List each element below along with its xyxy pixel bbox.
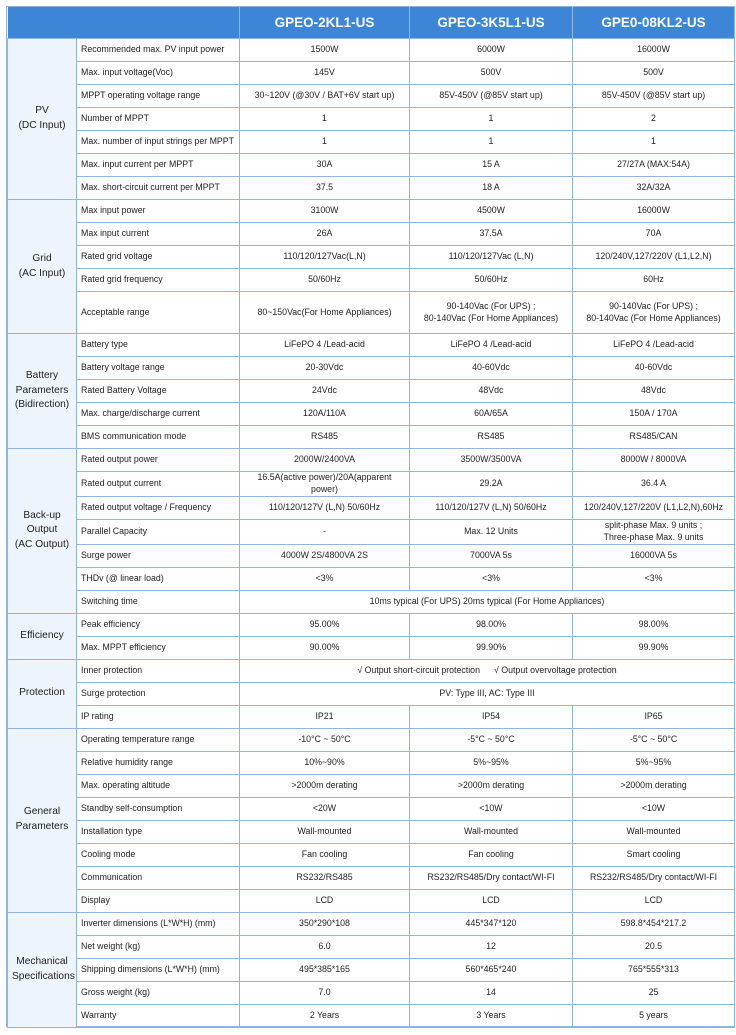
spec-value: 60Hz [573, 269, 735, 292]
spec-value: 6000W [410, 39, 573, 62]
spec-row [8, 334, 735, 357]
parameter-name: Inverter dimensions (L*W*H) (mm) [77, 912, 240, 935]
spec-value: 145V [240, 62, 410, 85]
spec-value: 500V [573, 62, 735, 85]
section-label-line: Back-up [23, 509, 61, 521]
spec-value: 2000W/2400VA [240, 449, 410, 472]
spec-row [8, 728, 735, 751]
spec-value [573, 519, 735, 544]
spec-row [8, 544, 735, 567]
spec-value: Fan cooling [240, 843, 410, 866]
parameter-name: Parallel Capacity [77, 519, 240, 544]
spec-value: 85V-450V (@85V start up) [573, 85, 735, 108]
spec-value: LCD [240, 889, 410, 912]
spec-row [8, 223, 735, 246]
spec-value: 16000W [573, 39, 735, 62]
spec-value: LiFePO 4 /Lead-acid [240, 334, 410, 357]
spec-value: 1 [240, 108, 410, 131]
spec-value: RS232/RS485 [240, 866, 410, 889]
parameter-name: Max input current [77, 223, 240, 246]
parameter-name: Acceptable range [77, 292, 240, 334]
spec-value: Wall-mounted [240, 820, 410, 843]
spec-value: 598.8*454*217.2 [573, 912, 735, 935]
spec-value: 5%~95% [573, 751, 735, 774]
model-header: GPEO-3K5L1-US [410, 7, 573, 39]
parameter-name: Gross weight (kg) [77, 981, 240, 1004]
spec-value-merged: 10ms typical (For UPS) 20ms typical (For Home Appliances) [240, 590, 735, 613]
spec-value-merged [240, 659, 735, 682]
spec-value: 50/60Hz [240, 269, 410, 292]
spec-value: 1 [410, 108, 573, 131]
spec-value: 48Vdc [573, 380, 735, 403]
parameter-name: Rated output power [77, 449, 240, 472]
parameter-name: Installation type [77, 820, 240, 843]
spec-row [8, 958, 735, 981]
spec-value: >2000m derating [410, 774, 573, 797]
spec-value: 120A/110A [240, 403, 410, 426]
parameter-name: Peak efficiency [77, 613, 240, 636]
spec-value: Wall-mounted [410, 820, 573, 843]
spec-value: 99.90% [410, 636, 573, 659]
parameter-name: Rated Battery Voltage [77, 380, 240, 403]
spec-value: 2 [573, 108, 735, 131]
protection-item: √ Output overvoltage protection [493, 664, 617, 675]
spec-value: 3 Years [410, 1004, 573, 1027]
section-label-line: Specifications [12, 970, 75, 982]
spec-row [8, 292, 735, 334]
spec-value: 24Vdc [240, 380, 410, 403]
spec-value: 3500W/3500VA [410, 449, 573, 472]
parameter-name: Surge protection [77, 682, 240, 705]
spec-value: - [240, 519, 410, 544]
spec-value: <20W [240, 797, 410, 820]
spec-row [8, 567, 735, 590]
parameter-name: Cooling mode [77, 843, 240, 866]
spec-table [7, 7, 735, 1028]
spec-value: 1 [410, 131, 573, 154]
parameter-name: Rated output voltage / Frequency [77, 496, 240, 519]
spec-value [410, 292, 573, 334]
spec-row [8, 843, 735, 866]
spec-value: RS232/RS485/Dry contact/WI-FI [410, 866, 573, 889]
spec-row [8, 820, 735, 843]
spec-value: 445*347*120 [410, 912, 573, 935]
spec-value: 37.5A [410, 223, 573, 246]
spec-value: 90.00% [240, 636, 410, 659]
section-label-line: Mechanical [16, 955, 68, 967]
spec-value: >2000m derating [573, 774, 735, 797]
spec-value: 80~150Vac(For Home Appliances) [240, 292, 410, 334]
parameter-name: Shipping dimensions (L*W*H) (mm) [77, 958, 240, 981]
spec-row [8, 380, 735, 403]
spec-value: 4500W [410, 200, 573, 223]
parameter-name: Display [77, 889, 240, 912]
spec-sheet [6, 6, 735, 1027]
cell-line: 80-140Vac (For Home Appliances) [423, 312, 559, 323]
spec-value: 40-60Vdc [410, 357, 573, 380]
parameter-name: Max. number of input strings per MPPT [77, 131, 240, 154]
spec-row [8, 108, 735, 131]
spec-value: 48Vdc [410, 380, 573, 403]
spec-value: LiFePO 4 /Lead-acid [410, 334, 573, 357]
spec-row [8, 496, 735, 519]
parameter-name: Rated grid voltage [77, 246, 240, 269]
spec-value: 7.0 [240, 981, 410, 1004]
spec-row [8, 682, 735, 705]
parameter-name: MPPT operating voltage range [77, 85, 240, 108]
section-label-line: (AC Input) [18, 267, 66, 279]
spec-row [8, 866, 735, 889]
spec-value: 27/27A (MAX:54A) [573, 154, 735, 177]
parameter-name: Operating temperature range [77, 728, 240, 751]
section-label-line: Battery [25, 369, 59, 381]
spec-value: <10W [573, 797, 735, 820]
parameter-name: Max. charge/discharge current [77, 403, 240, 426]
spec-value: 14 [410, 981, 573, 1004]
spec-value: 16000VA 5s [573, 544, 735, 567]
parameter-name: Battery type [77, 334, 240, 357]
spec-value: 120/240V,127/220V (L1,L2,N) [573, 246, 735, 269]
spec-value: -5°C ~ 50°C [410, 728, 573, 751]
spec-value: 495*385*165 [240, 958, 410, 981]
parameter-name: Max. MPPT efficiency [77, 636, 240, 659]
spec-value: 25 [573, 981, 735, 1004]
spec-value: 18 A [410, 177, 573, 200]
spec-value: 6.0 [240, 935, 410, 958]
cell-line: 90-140Vac (For UPS) ; [609, 300, 698, 311]
spec-row [8, 613, 735, 636]
spec-value: 40-60Vdc [573, 357, 735, 380]
spec-row [8, 519, 735, 544]
spec-row [8, 403, 735, 426]
spec-value: Max. 12 Units [410, 519, 573, 544]
spec-row [8, 154, 735, 177]
spec-row [8, 774, 735, 797]
spec-value: -10°C ~ 50°C [240, 728, 410, 751]
section-label-line: PV [35, 105, 49, 117]
spec-value: 5%~95% [410, 751, 573, 774]
spec-row [8, 85, 735, 108]
protection-item: √ Output short-circuit protection [357, 664, 480, 675]
spec-row [8, 636, 735, 659]
spec-value: 1 [240, 131, 410, 154]
section-label-line: Output [26, 524, 58, 536]
spec-value: Wall-mounted [573, 820, 735, 843]
spec-row [8, 472, 735, 497]
parameter-name: Surge power [77, 544, 240, 567]
section-label [8, 912, 77, 1027]
spec-value: LiFePO 4 /Lead-acid [573, 334, 735, 357]
parameter-name: IP rating [77, 705, 240, 728]
spec-value: 8000W / 8000VA [573, 449, 735, 472]
cell-line: 90-140Vac (For UPS) ; [446, 300, 536, 311]
parameter-name: Recommended max. PV input power [77, 39, 240, 62]
section-label-line: General [23, 806, 61, 818]
spec-value: 15 A [410, 154, 573, 177]
section-label [8, 39, 77, 200]
parameter-name: Rated output current [77, 472, 240, 497]
spec-value: 1500W [240, 39, 410, 62]
spec-value: 30A [240, 154, 410, 177]
spec-value: 110/120/127V (L,N) 50/60Hz [410, 496, 573, 519]
header-row [8, 7, 735, 39]
section-label-line: (DC Input) [18, 120, 66, 131]
spec-row [8, 1004, 735, 1027]
spec-value: RS485/CAN [573, 426, 735, 449]
spec-value: 16000W [573, 200, 735, 223]
parameter-name: Net weight (kg) [77, 935, 240, 958]
section-label-line: (Bidirection) [14, 399, 70, 411]
spec-value: 16.5A(active power)/20A(apparent power) [240, 472, 410, 497]
section-label [8, 613, 77, 659]
spec-value: 5 years [573, 1004, 735, 1027]
spec-value: 99.90% [573, 636, 735, 659]
spec-value [573, 292, 735, 334]
spec-value: IP65 [573, 705, 735, 728]
spec-value: 500V [410, 62, 573, 85]
section-label [8, 449, 77, 614]
spec-value: 70A [573, 223, 735, 246]
spec-row [8, 981, 735, 1004]
spec-value: 12 [410, 935, 573, 958]
spec-value: 37.5 [240, 177, 410, 200]
spec-row [8, 246, 735, 269]
parameter-name: Max input power [77, 200, 240, 223]
spec-value: >2000m derating [240, 774, 410, 797]
spec-value: 32A/32A [573, 177, 735, 200]
cell-line: 80-140Vac (For Home Appliances) [586, 312, 721, 323]
model-header: GPE0-08KL2-US [573, 7, 735, 39]
spec-value: 1 [573, 131, 735, 154]
spec-row [8, 889, 735, 912]
spec-value: RS232/RS485/Dry contact/WI-FI [573, 866, 735, 889]
section-label-line: Efficiency [20, 629, 64, 641]
parameter-name: Max. operating altitude [77, 774, 240, 797]
parameter-name: Number of MPPT [77, 108, 240, 131]
spec-row [8, 935, 735, 958]
parameter-name: Relative humidity range [77, 751, 240, 774]
spec-value: 110/120/127V (L,N) 50/60Hz [240, 496, 410, 519]
parameter-name: Rated grid frequency [77, 269, 240, 292]
section-label [8, 334, 77, 449]
parameter-name: Switching time [77, 590, 240, 613]
spec-row [8, 912, 735, 935]
cell-line: Three-phase Max. 9 units [603, 531, 704, 542]
spec-row [8, 797, 735, 820]
spec-row [8, 62, 735, 85]
spec-value: 30~120V (@30V / BAT+6V start up) [240, 85, 410, 108]
spec-row [8, 751, 735, 774]
spec-value: <10W [410, 797, 573, 820]
section-label-line: (AC Output) [14, 539, 70, 551]
parameter-name: Inner protection [77, 659, 240, 682]
spec-value: RS485 [240, 426, 410, 449]
spec-value: LCD [573, 889, 735, 912]
spec-row [8, 177, 735, 200]
spec-value: Smart cooling [573, 843, 735, 866]
spec-value: 29.2A [410, 472, 573, 497]
parameter-name: Max. short-circuit current per MPPT [77, 177, 240, 200]
parameter-name: Battery voltage range [77, 357, 240, 380]
spec-value: 95.00% [240, 613, 410, 636]
section-label-line: Parameters [15, 821, 69, 832]
spec-value: -5°C ~ 50°C [573, 728, 735, 751]
spec-value: LCD [410, 889, 573, 912]
spec-value: 98.00% [573, 613, 735, 636]
spec-value: 765*555*313 [573, 958, 735, 981]
model-header: GPEO-2KL1-US [240, 7, 410, 39]
spec-row [8, 426, 735, 449]
section-label [8, 659, 77, 728]
parameter-name: Communication [77, 866, 240, 889]
spec-value: 7000VA 5s [410, 544, 573, 567]
parameter-name: Standby self-consumption [77, 797, 240, 820]
spec-row [8, 357, 735, 380]
spec-value-merged: PV: Type III, AC: Type III [240, 682, 735, 705]
spec-row [8, 200, 735, 223]
spec-row [8, 269, 735, 292]
parameter-name: BMS communication mode [77, 426, 240, 449]
spec-value: 50/60Hz [410, 269, 573, 292]
spec-row [8, 590, 735, 613]
spec-value: IP54 [410, 705, 573, 728]
section-label [8, 200, 77, 334]
spec-value: 150A / 170A [573, 403, 735, 426]
section-label-line: Grid [32, 252, 52, 264]
spec-value: 120/240V,127/220V (L1,L2,N),60Hz [573, 496, 735, 519]
spec-value: IP21 [240, 705, 410, 728]
parameter-name: Max. input voltage(Voc) [77, 62, 240, 85]
spec-value: 20.5 [573, 935, 735, 958]
parameter-name: THDv (@ linear load) [77, 567, 240, 590]
spec-value: 3100W [240, 200, 410, 223]
spec-value: Fan cooling [410, 843, 573, 866]
section-label [8, 728, 77, 912]
spec-value: 98.00% [410, 613, 573, 636]
spec-row [8, 705, 735, 728]
spec-value: 110/120/127Vac (L,N) [410, 246, 573, 269]
spec-row [8, 659, 735, 682]
spec-value: 10%~90% [240, 751, 410, 774]
spec-value: 36.4 A [573, 472, 735, 497]
spec-value: 26A [240, 223, 410, 246]
spec-value: 60A/65A [410, 403, 573, 426]
spec-value: 560*465*240 [410, 958, 573, 981]
spec-value: <3% [240, 567, 410, 590]
spec-body [8, 39, 735, 1028]
spec-value: <3% [573, 567, 735, 590]
spec-row [8, 449, 735, 472]
spec-value: 4000W 2S/4800VA 2S [240, 544, 410, 567]
section-label-line: Parameters [15, 384, 69, 396]
parameter-name: Max. input current per MPPT [77, 154, 240, 177]
spec-value: <3% [410, 567, 573, 590]
section-label-line: Protection [19, 687, 65, 699]
cell-line: split-phase Max. 9 units ; [604, 519, 703, 530]
spec-value: 350*290*108 [240, 912, 410, 935]
header-corner [8, 7, 240, 39]
spec-row [8, 131, 735, 154]
spec-value: 2 Years [240, 1004, 410, 1027]
spec-row [8, 39, 735, 62]
spec-value: RS485 [410, 426, 573, 449]
spec-value: 85V-450V (@85V start up) [410, 85, 573, 108]
parameter-name: Warranty [77, 1004, 240, 1027]
spec-value: 20-30Vdc [240, 357, 410, 380]
spec-value: 110/120/127Vac(L,N) [240, 246, 410, 269]
